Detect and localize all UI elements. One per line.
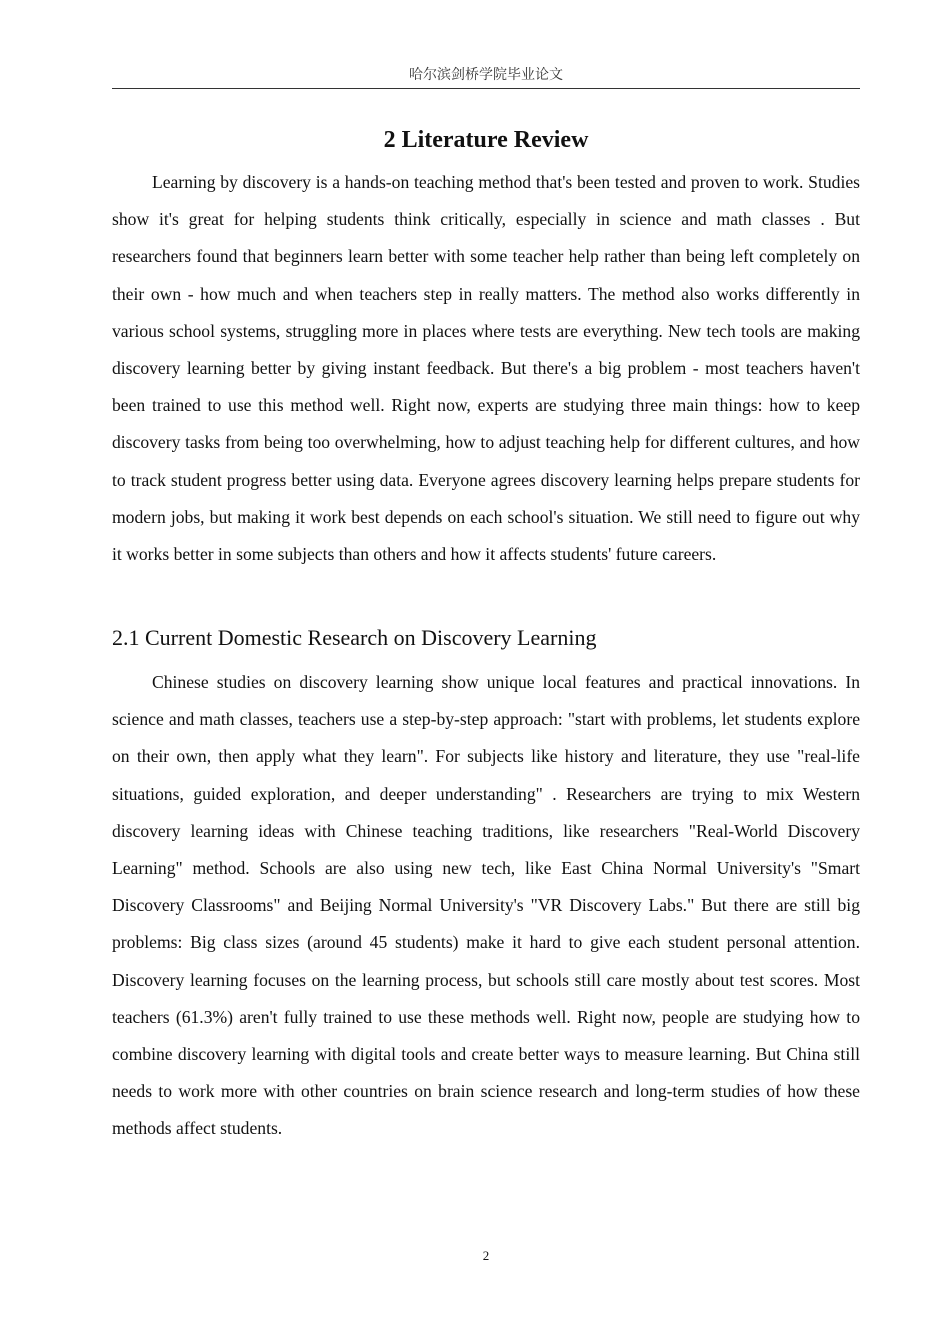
section-paragraph: Chinese studies on discovery learning show unique local features and practical innovations. In science and math classes, teachers use a step-by-step approach: "start with problems, let students explore on their own, then apply what they learn". For subjects like history and literature, they use "real-life situations, guided exploration, and deeper understanding" . Researchers are trying to mix Western discovery learning ideas with Chinese teaching traditions, like researchers "Real-World Discovery Learning" method. Schools are also using new tech, like East China Normal University's "Smart Discovery Classrooms" and Beijing Normal University's "VR Discovery Labs." But there are still big problems: Big class sizes (around 45 students) make it hard to give each student personal attention. Discovery learning focuses on the learning process, but schools still care mostly about test scores. Most teachers (61.3%) aren't fully trained to use these methods well. Right now, people are studying how to combine discovery learning with digital tools and create better ways to measure learning. But China still needs to work more with other countries on brain science research and long-term studies of how these methods affect students. bbox=[112, 672, 860, 1139]
chapter-intro-paragraph: Learning by discovery is a hands-on teaching method that's been tested and proven to work. Studies show it's great for helping students think critically, especially in science and math classes . But researchers found that beginners learn better with some teacher help rather than being left completely on their own - how much and when teachers step in really matters. The method also works differently in various school systems, struggling more in places where tests are everything. New tech tools are making discovery learning better by giving instant feedback. But there's a big problem - most teachers haven't been trained to use this method well. Right now, experts are studying three main things: how to keep discovery tasks from being too overwhelming, how to adjust teaching help for different cultures, and how to track student progress better using data. Everyone agrees discovery learning helps prepare students for modern jobs, but making it work best depends on each school's situation. We still need to figure out why it works better in some subjects than others and how it affects students' future careers. bbox=[112, 172, 860, 565]
header-rule bbox=[112, 88, 860, 89]
page-number: 2 bbox=[482, 1248, 490, 1263]
chapter-title: 2 Literature Review bbox=[383, 127, 589, 153]
running-header: 哈尔滨剑桥学院毕业论文 bbox=[409, 67, 563, 83]
section-title: 2.1 Current Domestic Research on Discovery Learning bbox=[112, 625, 597, 650]
